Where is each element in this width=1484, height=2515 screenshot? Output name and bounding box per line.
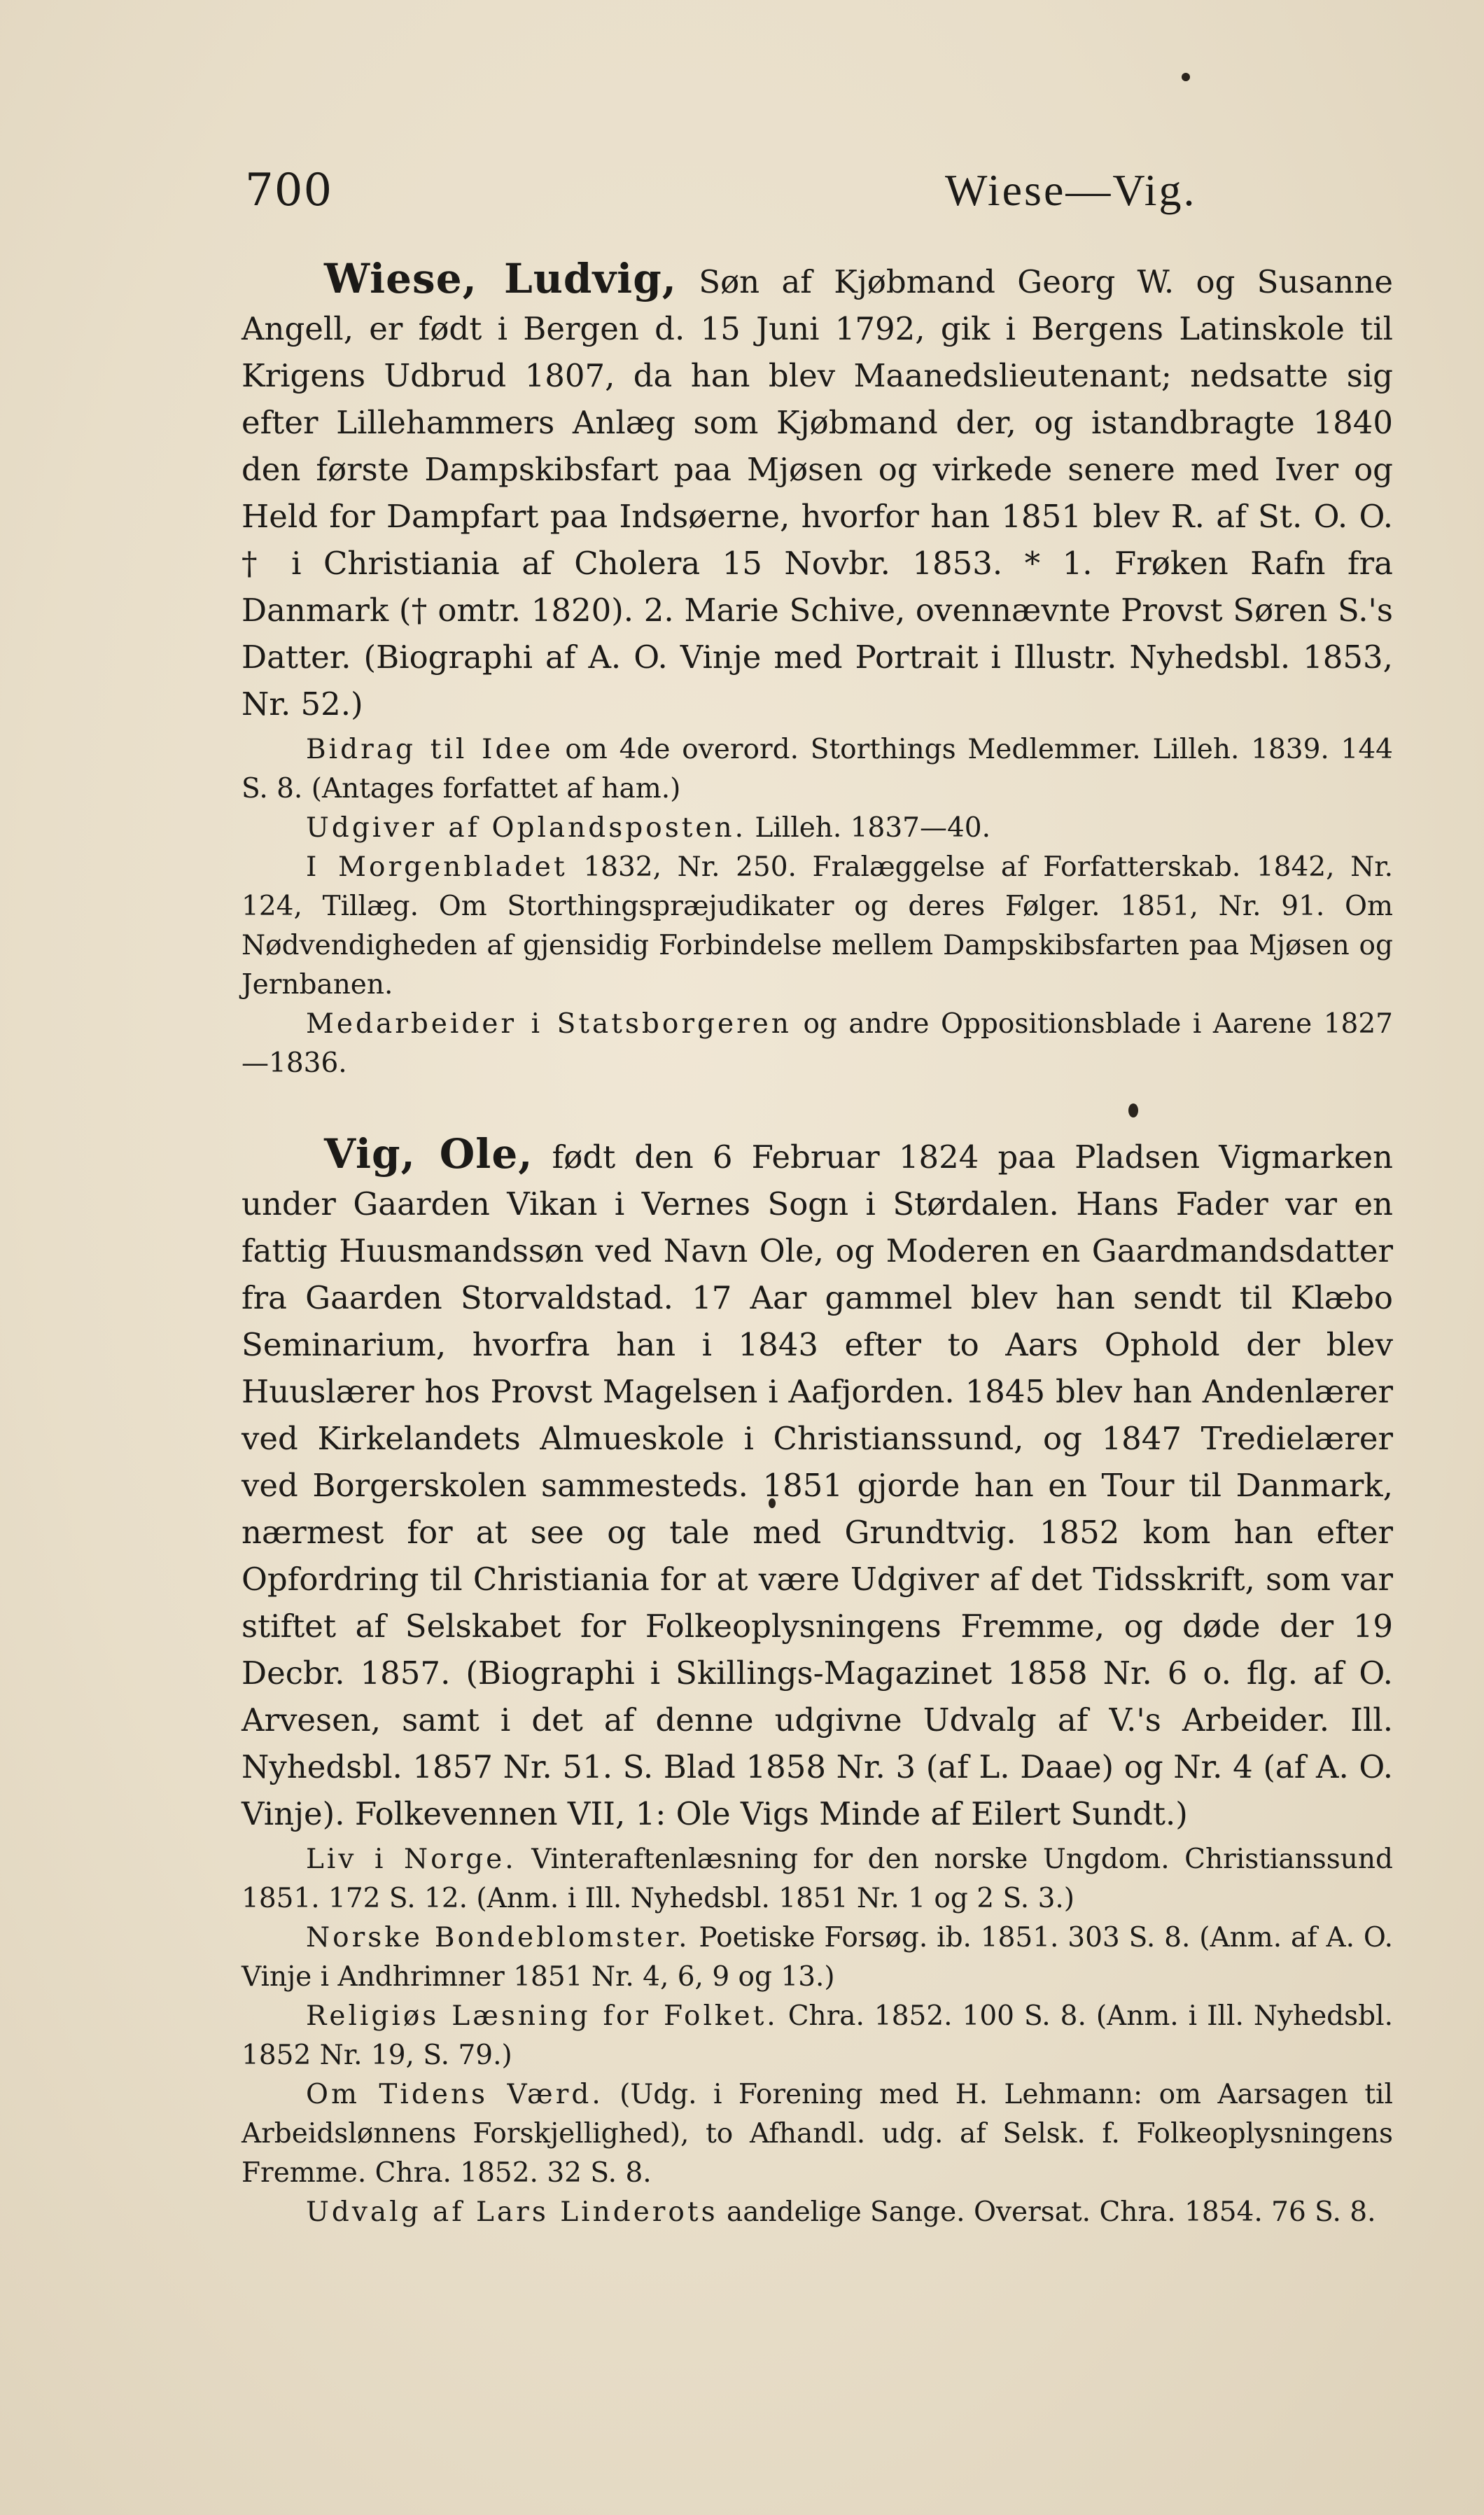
work-item (241, 809, 1393, 848)
headword: Vig, Ole, (324, 1130, 533, 1178)
work-title: Norske Bondeblomster. (306, 1922, 690, 1953)
work-title: Om Tidens Værd. (306, 2079, 603, 2110)
page-number: 700 (245, 165, 333, 216)
work-item (241, 1840, 1393, 1918)
work-title: Udvalg af Lars Linderots (306, 2196, 718, 2228)
work-details: Chra. 1852. 100 S. 8. (Anm. i Ill. Nyhedsbl. 1852 Nr. 19, S. 79.) (241, 2000, 1393, 2071)
biography-entry (241, 1131, 1393, 2232)
work-details: og andre Oppositionsblade i Aarene 1827—1836. (241, 1008, 1393, 1079)
work-item (241, 730, 1393, 809)
biography-entry (241, 256, 1393, 1083)
work-details: aandelige Sange. Oversat. Chra. 1854. 76 S. 8. (727, 2196, 1376, 2228)
work-item (241, 2075, 1393, 2193)
work-item (241, 1005, 1393, 1083)
works-list (241, 1840, 1393, 2232)
works-list (241, 730, 1393, 1083)
entry-text: født den 6 Februar 1824 paa Pladsen Vigmarken under Gaarden Vikan i Vernes Sogn i Størdalen. Hans Fader var en fattig Huusmandssøn ved Navn Ole, og Moderen en Gaardmandsdatter fra Gaarden Storvaldstad. 17 Aar gammel blev han sendt til Klæbo Seminarium, hvorfra han i 1843 efter to Aars Ophold der blev Huuslærer hos Provst Magelsen i Aafjorden. 1845 blev han Andenlærer ved Kirkelandets Almueskole i Christianssund, og 1847 Tredielærer ved Borgerskolen sammesteds. 1851 gjorde han en Tour til Danmark, nærmest for at see og tale med Grundtvig. 1852 kom han efter Opfordring til Christiania for at være Udgiver af det Tidsskrift, som var stiftet af Selskabet for Folkeoplysningens Fremme, og døde der 19 Decbr. 1857. (Biographi i Skillings-Magazinet 1858 Nr. 6 o. flg. af O. Arvesen, samt i det af denne udgivne Udvalg af V.'s Arbeider. Ill. Nyhedsbl. 1857 Nr. 51. S. Blad 1858 Nr. 3 (af L. Daae) og Nr. 4 (af A. O. Vinje). Folkevennen VII, 1: Ole Vigs Minde af Eilert Sundt.) (241, 1138, 1394, 1832)
entry-paragraph (241, 1131, 1393, 1837)
work-item (241, 848, 1393, 1005)
work-item (241, 1997, 1393, 2075)
headword: Wiese, Ludvig, (324, 255, 677, 302)
entry-separator (241, 1083, 1393, 1131)
work-title: Religiøs Læsning for Folket. (306, 2000, 778, 2032)
page-header (245, 151, 1393, 221)
work-details: 1832, Nr. 250. Fralæggelse af Forfatterskab. 1842, Nr. 124, Tillæg. Om Storthingspræjudikater og deres Følger. 1851, Nr. 91. Om Nødvendigheden af gjensidig Forbindelse mellem Dampskibsfarten paa Mjøsen og Jernbanen. (241, 851, 1394, 1001)
work-details: Vinteraftenlæsning for den norske Ungdom. Christianssund 1851. 172 S. 12. (Anm. i Ill. Nyhedsbl. 1851 Nr. 1 og 2 S. 3.) (241, 1844, 1393, 1914)
entry-paragraph (241, 256, 1393, 727)
text-column (241, 256, 1393, 2232)
running-title: Wiese—Vig. (945, 165, 1197, 215)
work-details: Lilleh. 1837—40. (755, 812, 990, 844)
work-details: (Udg. i Forening med H. Lehmann: om Aarsagen til Arbeidslønnens Forskjellighed), to Afhandl. udg. af Selsk. f. Folkeoplysningens Fremme. Chra. 1852. 32 S. 8. (241, 2079, 1393, 2189)
ink-speck (1182, 73, 1190, 81)
work-item (241, 2193, 1393, 2232)
work-title: Udgiver af Oplandsposten. (306, 812, 746, 844)
work-title: Bidrag til Idee (306, 734, 554, 765)
work-title: Medarbeider i Statsborgeren (306, 1008, 792, 1040)
work-item (241, 1918, 1393, 1997)
work-details: om 4de overord. Storthings Medlemmer. Lilleh. 1839. 144 S. 8. (Antages forfattet af ham.) (241, 734, 1393, 804)
work-title: I Morgenbladet (306, 851, 568, 883)
work-title: Liv i Norge. (306, 1844, 517, 1875)
entry-text: Søn af Kjøbmand Georg W. og Susanne Angell, er født i Bergen d. 15 Juni 1792, gik i Bergens Latinskole til Krigens Udbrud 1807, da han blev Maanedslieutenant; nedsatte sig efter Lillehammers Anlæg som Kjøbmand der, og istandbragte 1840 den første Dampskibsfart paa Mjøsen og virkede senere med Iver og Held for Dampfart paa Indsøerne, hvorfor han 1851 blev R. af St. O. O. † i Christiania af Cholera 15 Novbr. 1853. * 1. Frøken Rafn fra Danmark († omtr. 1820). 2. Marie Schive, ovennævnte Provst Søren S.'s Datter. (Biographi af A. O. Vinje med Portrait i Illustr. Nyhedsbl. 1853, Nr. 52.) (241, 263, 1394, 723)
work-details: Poetiske Forsøg. ib. 1851. 303 S. 8. (Anm. af A. O. Vinje i Andhrimner 1851 Nr. 4, 6, 9 og 13.) (241, 1922, 1393, 1993)
